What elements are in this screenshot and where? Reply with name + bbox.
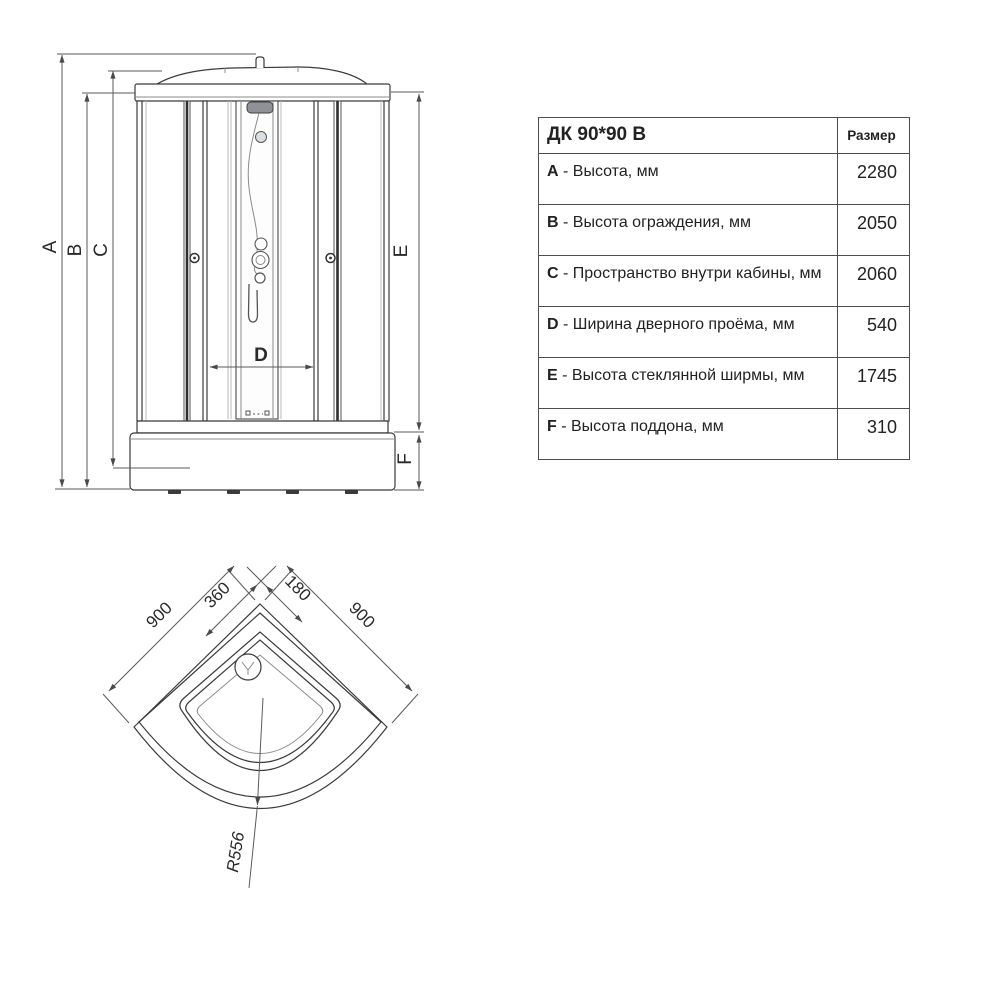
right-opening-rail: [314, 101, 318, 421]
spec-row-key: E: [547, 367, 558, 384]
ext-top-corner-left: [229, 571, 255, 600]
top-view-tray: [103, 566, 418, 888]
spec-row-value: 2060: [856, 264, 897, 284]
spec-row-desc: Высота ограждения, мм: [572, 214, 751, 231]
tray-foot: [345, 490, 358, 494]
tray-foot: [286, 490, 299, 494]
spec-row-sep: -: [556, 418, 571, 435]
dim-label-360: 360: [200, 578, 234, 612]
ext-right-corner: [392, 694, 418, 723]
dim-label-900-right: 900: [345, 598, 379, 632]
ext-left-corner: [103, 694, 129, 723]
spec-row-sep: -: [558, 214, 573, 231]
dim-label-c: C: [91, 243, 112, 257]
spec-row-label: [539, 307, 838, 357]
ext-360: [257, 566, 276, 585]
spec-row-desc: Пространство внутри кабины, мм: [572, 265, 822, 282]
spec-row-key: D: [547, 316, 559, 333]
spec-row-desc: Ширина дверного проёма, мм: [572, 316, 795, 333]
dim-label-d: D: [254, 345, 268, 366]
spec-row-label: [539, 409, 838, 459]
spec-row-label: [539, 256, 838, 306]
table-row: [539, 153, 909, 204]
tray-foot: [168, 490, 181, 494]
table-row: [539, 255, 909, 306]
control-knob-small: [255, 238, 267, 250]
hose-fitting: [256, 132, 267, 143]
right-door-handle-dot: [329, 257, 332, 260]
spec-table-header: [539, 118, 909, 153]
tray-base: [130, 433, 395, 490]
spec-row-desc: Высота стеклянной ширмы, мм: [571, 367, 805, 384]
ext-180: [247, 567, 266, 586]
radius-leader-lower: [249, 806, 257, 888]
dim-label-f: F: [395, 453, 416, 465]
spec-row-key: A: [547, 163, 559, 180]
spec-row-label: [539, 154, 838, 204]
left-opening-rail: [203, 101, 207, 421]
top-cornice: [135, 84, 390, 101]
spec-row-sep: -: [558, 265, 573, 282]
spec-row-desc: Высота, мм: [572, 163, 659, 180]
roof-dome: [157, 67, 367, 84]
spec-row-label: [539, 205, 838, 255]
dim-label-900-left: 900: [142, 598, 176, 632]
front-view-cabin: [130, 57, 395, 494]
spec-row-desc: Высота поддона, мм: [571, 418, 724, 435]
spec-row-key: B: [547, 214, 559, 231]
spec-table-size-header: Размер: [847, 128, 896, 143]
spec-row-sep: -: [558, 316, 573, 333]
shower-head: [247, 102, 273, 113]
drain-circle: [235, 654, 261, 680]
spec-row-value: 540: [866, 315, 897, 335]
radius-label: R556: [223, 830, 249, 874]
tray-outline-outer: [134, 604, 387, 809]
dim-label-180: 180: [281, 571, 315, 605]
spec-row-label: [539, 358, 838, 408]
tray-foot: [227, 490, 240, 494]
left-frame-profile: [137, 101, 142, 421]
spec-row-value: 2280: [856, 162, 897, 182]
spec-table-title: ДК 90*90 В: [539, 118, 838, 153]
spec-row-value: 2050: [856, 213, 897, 233]
left-door-handle-dot: [193, 257, 196, 260]
roof-knob: [256, 57, 264, 68]
table-row: [539, 204, 909, 255]
radius-leader-upper: [257, 698, 263, 805]
spec-row-value: 1745: [856, 366, 897, 386]
table-row: [539, 306, 909, 357]
spec-row-key: C: [547, 265, 559, 282]
table-row: [539, 408, 909, 459]
spec-row-sep: -: [557, 367, 572, 384]
table-row: [539, 357, 909, 408]
spec-row-sep: -: [558, 163, 573, 180]
handset-holder-ring: [255, 273, 265, 283]
tray-upper-rim: [137, 421, 388, 433]
spec-row-value: 310: [866, 417, 897, 437]
control-knob-large: [252, 252, 269, 269]
spec-row-key: F: [547, 418, 557, 435]
dim-label-b: B: [65, 243, 86, 257]
dim-label-a: A: [40, 240, 61, 254]
right-frame-profile: [384, 101, 389, 421]
spec-table: [538, 117, 910, 460]
dim-label-e: E: [391, 244, 412, 258]
